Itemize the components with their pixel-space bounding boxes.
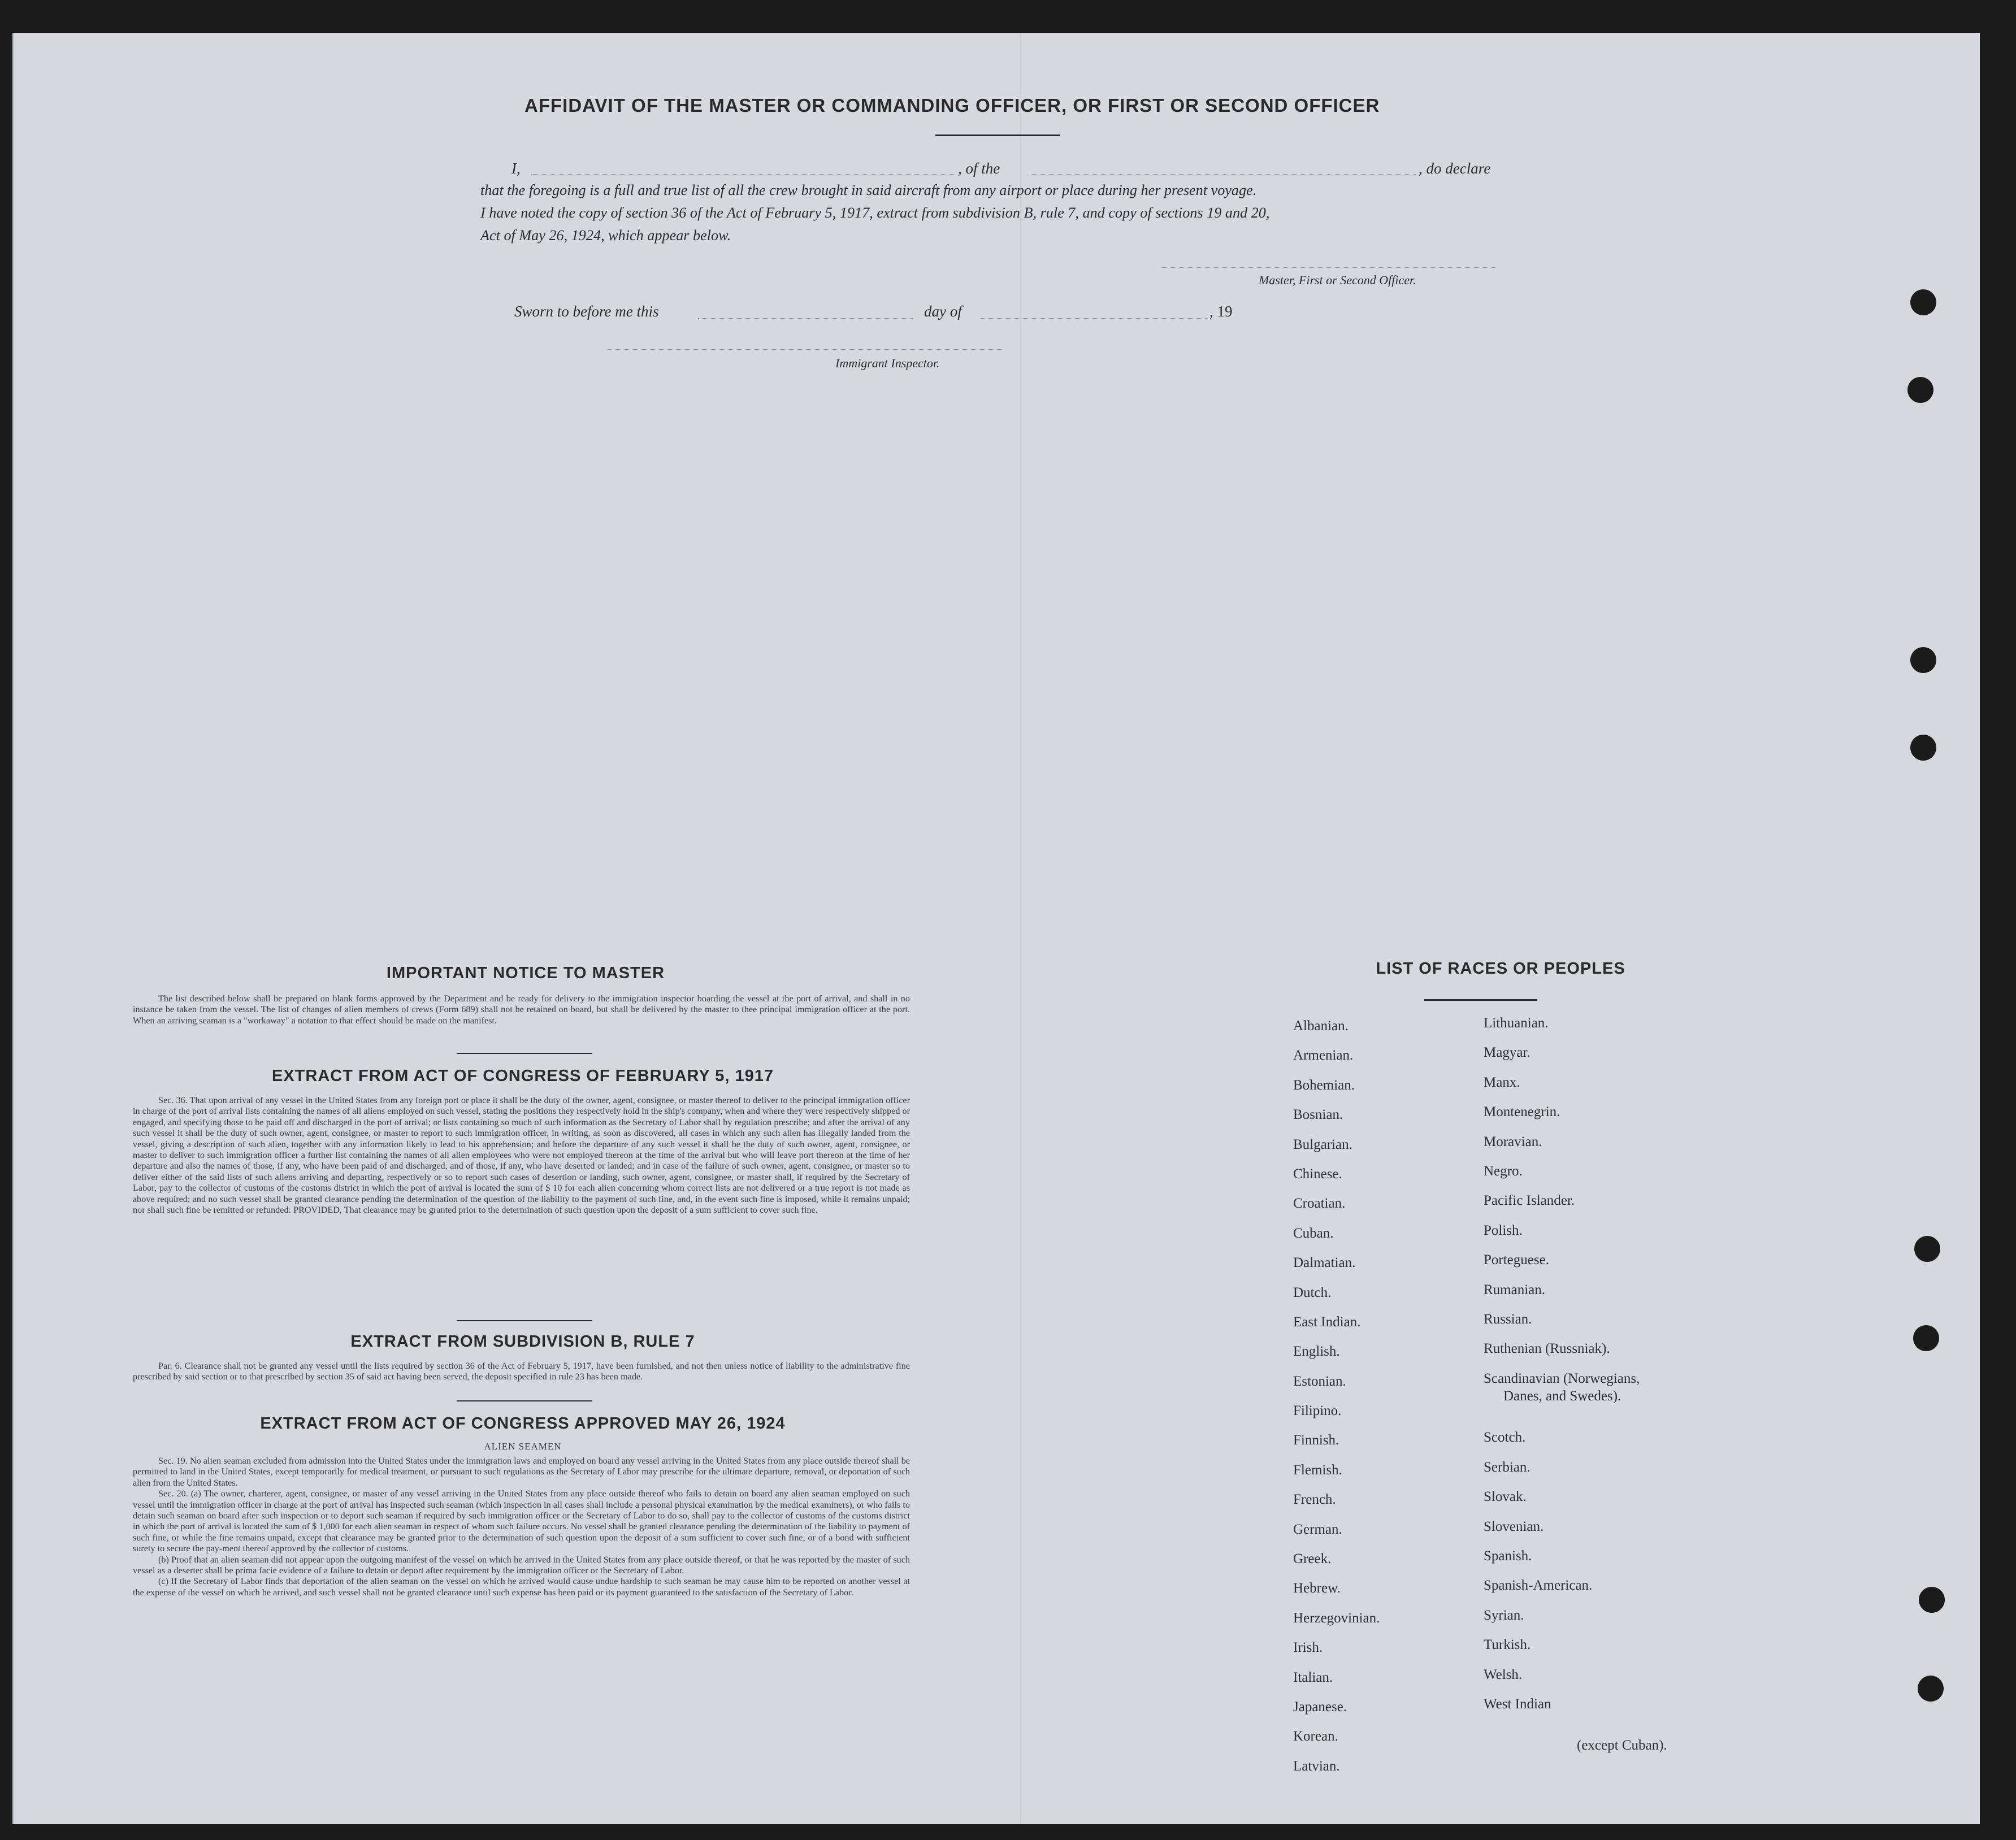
race-item: Polish. [1484, 1222, 1523, 1238]
race-item: West Indian [1484, 1696, 1551, 1712]
race-item: Scandinavian (Norwegians, [1484, 1370, 1640, 1386]
races-col2 [1484, 1016, 1721, 1726]
race-item: East Indian. [1293, 1314, 1361, 1330]
races-col1 [1293, 1019, 1480, 1789]
races-title-rule [1424, 999, 1537, 1001]
race-item: Spanish. [1484, 1548, 1532, 1564]
punch-hole [1914, 1236, 1940, 1262]
punch-hole [1907, 377, 1933, 403]
race-item: Bulgarian. [1293, 1136, 1352, 1152]
race-item: Serbian. [1484, 1459, 1531, 1475]
race-item: Herzegovinian. [1293, 1610, 1380, 1626]
sec-20c-paragraph: (c) If the Secretary of Labor finds that deportation of the alien seaman on the vessel on which he arrived would cause undue hardship to such seaman he may cause him to be reported on another vessel at the expense of the vessel on which he arrived, and such vessel shall not be granted clearance until such expense has been paid or its payment guaranteed to the satisfaction of the Secretary of Labor. [133, 1576, 910, 1598]
punch-hole [1910, 735, 1936, 761]
race-item: Flemish. [1293, 1462, 1342, 1478]
races-col1-list [1293, 1019, 1480, 1789]
race-item: Japanese. [1293, 1699, 1347, 1715]
master-label: Master, First or Second Officer. [1259, 273, 1416, 287]
race-item: Negro. [1484, 1163, 1523, 1179]
affidavit-line4: Act of May 26, 1924, which appear below. [480, 227, 731, 244]
race-item: Korean. [1293, 1729, 1338, 1744]
sworn-day-field[interactable] [698, 318, 913, 319]
race-item: Hebrew. [1293, 1581, 1341, 1596]
form-sheet [12, 33, 1980, 1824]
sec-20a-paragraph: Sec. 20. (a) The owner, charterer, agent, consignee, or master of any vessel arriving in the United States from any place outside thereof who fails to detain on board any alien seaman employed on such vessel until the immigration officer in charge at the port of arrival has inspected such seaman (which inspection in all cases shall include a personal physical examination by the medical examiners), or who fails to detain such seaman on board after such inspection or to deport such seaman if required by such immigration officer or the Secretary of Labor to do so, shall pay to the collector of customs of the customs district in which the port of arrival is located the sum of $ 1,000 for each alien seaman in respect of whom such failure occurs. No vessel shall be granted clearance pending the determination of the liability to payment of such fine, or while the fine remains unpaid, except that clearance may be granted prior to the determination of such question upon the deposit of a sum sufficient to cover such fine, or of a bond with sufficient surety to secure the pay-ment thereof approved by the collector of customs. [133, 1489, 910, 1554]
race-item: Bohemian. [1293, 1077, 1355, 1093]
day-of-text: day of [924, 303, 962, 320]
affidavit-title-rule [935, 134, 1060, 136]
extract-1917-body: Sec. 36. That upon arrival of any vessel in the United States from any foreign port or place it shall be the duty of the owner, agent, consignee, or master thereof to deliver to the principal immigration officer in charge of the port of arrival lists containing the names of all aliens employed on such vessel, stating the positions they respectively hold in the ship's company, when and where they were respectively shipped or engaged, and specifying those to be paid off and discharged in the port of arrival; or lists containing so much of such information as the Secretary of Labor shall by regulation prescribe; and after the arrival of any such vessel it shall be the duty of such owner, agent, consignee, or master to report to such immigration officer, in writing, as soon as discovered, all cases in which any such alien has illegally landed from the vessel, giving a description of such alien, together with any information likely to lead to his apprehension; and before the departure of any such vessel it shall be the duty of such owner, agent, consignee, or master to deliver to such immigration officer a further list containing the names of all alien employees who were not employed thereon at the time of the arrival but who will leave port thereon at the time of her departure and also the names of those, if any, who have been paid of and discharged, and of those, if any, who have deserted or landed; and in case of the failure of such owner, agent, consignee, or master so to deliver either of the said lists of such aliens arriving and departing, respectively or so to report such cases of desertion or landing, such owner, agent, consignee, or master shall, if required by the Secretary of Labor, pay to the collector of customs of the customs district in which the port of arrival is located the sum of $ 10 for each alien concerning whom correct lists are not delivered or a true report is not made as above required; and no such vessel shall be granted clearance pending the determination of the question of the liability to the payment of such fine, and, in the event such fine is imposed, while it remains unpaid; nor shall such fine be remitted or refunded: PROVIDED, That clearance may be granted prior to the determination of such question upon the deposit of a sum sufficient to cover such fine. [133, 1095, 910, 1216]
extract-1924-body [133, 1456, 910, 1598]
extract-1917-rule [457, 1320, 592, 1321]
race-item: Bosnian. [1293, 1107, 1343, 1123]
affidavit-of-the: , of the [958, 160, 1000, 177]
race-item: Croatian. [1293, 1196, 1346, 1212]
race-item: Albanian. [1293, 1018, 1349, 1034]
punch-hole [1913, 1325, 1939, 1351]
race-item: Montenegrin. [1484, 1104, 1560, 1120]
race-item: Moravian. [1484, 1134, 1542, 1149]
rule7-body: Par. 6. Clearance shall not be granted any vessel until the lists required by section 36 of the Act of February 5, 1917, have been furnished, and not then unless notice of liability to the administrative fine prescribed by said section or to that prescribed by section 35 of said act having been served, the deposit specified in rule 23 has been made. [133, 1361, 910, 1382]
punch-hole [1918, 1676, 1944, 1702]
vessel-field[interactable] [1029, 174, 1416, 175]
rule7-title: EXTRACT FROM SUBDIVISION B, RULE 7 [350, 1333, 695, 1351]
race-item [1484, 1401, 1721, 1430]
race-item: Cuban. [1293, 1225, 1334, 1241]
page-fold [1020, 33, 1021, 1824]
race-item: Italian. [1293, 1669, 1333, 1685]
affidavit-title: AFFIDAVIT OF THE MASTER OR COMMANDING OFFICER, OR FIRST OR SECOND OFFICER [524, 95, 1380, 116]
race-item: Magyar. [1484, 1045, 1531, 1061]
punch-hole [1919, 1587, 1945, 1613]
race-item: Dutch. [1293, 1284, 1332, 1300]
race-item: English. [1293, 1344, 1340, 1360]
sworn-month-field[interactable] [981, 318, 1207, 319]
race-item: German. [1293, 1521, 1342, 1537]
sec-20b-paragraph: (b) Proof that an alien seaman did not appear upon the outgoing manifest of the vessel on which he arrived in the United States from any place outside thereof, or that he was reported by the master of such vessel as a deserter shall be prima facie evidence of a failure to detain or deport after requirement by the immigration officer or the Secretary of Labor. [133, 1554, 910, 1576]
alien-seamen-subtitle: ALIEN SEAMEN [484, 1441, 562, 1452]
west-indian-continuation: (except Cuban). [1577, 1738, 1667, 1753]
inspector-signature-line[interactable] [608, 349, 1003, 350]
race-item: Spanish-American. [1484, 1578, 1593, 1594]
master-signature-line[interactable] [1161, 267, 1495, 268]
affidavit-i: I, [511, 160, 521, 177]
rule7-rule [457, 1400, 592, 1401]
race-item: Lithuanian. [1484, 1016, 1549, 1031]
extract-1917-title: EXTRACT FROM ACT OF CONGRESS OF FEBRUARY 5, 1917 [271, 1067, 774, 1085]
race-item: Turkish. [1484, 1637, 1531, 1653]
extract-1924-title: EXTRACT FROM ACT OF CONGRESS APPROVED MAY 26, 1924 [260, 1414, 786, 1433]
race-item: Porteguese. [1484, 1252, 1549, 1268]
race-item: Slovak. [1484, 1489, 1527, 1505]
race-item: Dalmatian. [1293, 1255, 1356, 1271]
race-item: Finnish. [1293, 1433, 1339, 1448]
year-text: , 19 [1209, 303, 1233, 320]
race-item: Chinese. [1293, 1166, 1342, 1182]
notice-title: IMPORTANT NOTICE TO MASTER [386, 964, 665, 982]
punch-hole [1910, 647, 1936, 673]
race-item: Estonian. [1293, 1373, 1346, 1389]
notice-rule [457, 1053, 592, 1054]
race-item: Rumanian. [1484, 1282, 1546, 1297]
races-col2-list [1484, 1016, 1721, 1726]
scandinavian-continuation: Danes, and Swedes). [1503, 1388, 1622, 1404]
race-item: Ruthenian (Russniak). [1484, 1341, 1610, 1357]
affidavit-declare: , do declare [1419, 160, 1491, 177]
race-item: Greek. [1293, 1551, 1332, 1567]
race-item: Latvian. [1293, 1758, 1340, 1774]
name-field[interactable] [531, 174, 955, 175]
sworn-text: Sworn to before me this [514, 303, 659, 320]
race-item: Manx. [1484, 1074, 1520, 1090]
race-item: Russian. [1484, 1311, 1532, 1327]
race-item: Syrian. [1484, 1607, 1524, 1623]
races-title: LIST OF RACES OR PEOPLES [1376, 960, 1625, 978]
race-item: Welsh. [1484, 1667, 1523, 1682]
notice-body: The list described below shall be prepared on blank forms approved by the Department and be ready for delivery to the immigration inspector boarding the vessel at the port of arrival, and shall in no instance be taken from the vessel. The list of changes of alien members of crews (Form 689) shall not be retained on board, but shall be delivered by the master to thee principal immigration officer at the port. When an arriving seaman is a "workaway" a notation to that effect should be made on the manifest. [133, 993, 910, 1026]
race-item: Scotch. [1484, 1430, 1526, 1446]
sec-19-paragraph: Sec. 19. No alien seaman excluded from admission into the United States under the immigration laws and employed on board any vessel arriving in the United States from any place outside thereof shall be permitted to land in the United States, except temporarily for medical treatment, or pursuant to such regulations as the Secretary of Labor may prescribe for the ultimate departure, removal, or deportation of such alien from the United States. [133, 1456, 910, 1488]
affidavit-line2: that the foregoing is a full and true list of all the crew brought in said aircraft from any airport or place during her present voyage. [480, 182, 1257, 198]
race-item: Filipino. [1293, 1403, 1342, 1419]
race-item: Armenian. [1293, 1048, 1354, 1064]
punch-hole [1910, 289, 1936, 315]
race-item: Pacific Islander. [1484, 1193, 1575, 1209]
race-item: Slovenian. [1484, 1518, 1544, 1534]
race-item: French. [1293, 1492, 1336, 1508]
inspector-label: Immigrant Inspector. [835, 356, 940, 370]
affidavit-line3: I have noted the copy of section 36 of the Act of February 5, 1917, extract from subdivision B, rule 7, and copy of sections 19 and 20, [480, 205, 1270, 221]
race-item: Irish. [1293, 1640, 1323, 1656]
